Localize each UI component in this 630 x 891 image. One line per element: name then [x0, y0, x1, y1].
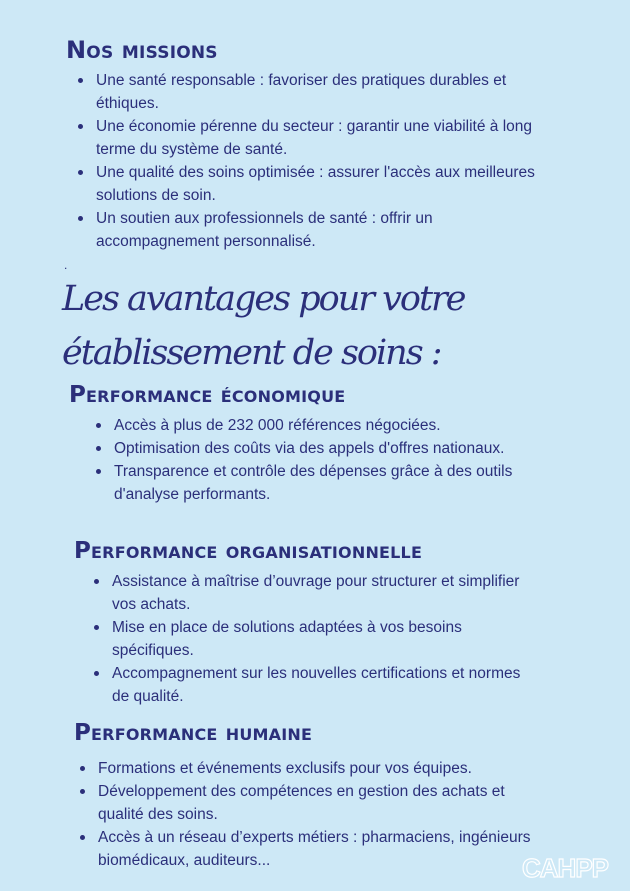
- economic-title: Performance économique: [69, 382, 346, 408]
- list-item: Développement des compétences en gestion des achats et qualité des soins.: [78, 780, 553, 826]
- list-item: Une qualité des soins optimisée : assurer l'accès aux meilleures solutions de soin.: [76, 161, 546, 207]
- list-item: Une santé responsable : favoriser des pratiques durables et éthiques.: [76, 69, 546, 115]
- list-item: Mise en place de solutions adaptées à vos besoins spécifiques.: [92, 616, 522, 662]
- missions-title: Nos missions: [66, 36, 218, 64]
- missions-list: [76, 69, 546, 253]
- advantages-title: [62, 272, 464, 380]
- list-item: Accompagnement sur les nouvelles certifications et normes de qualité.: [92, 662, 522, 708]
- list-item: Accès à un réseau d’experts métiers : pharmaciens, ingénieurs biomédicaux, auditeurs...: [78, 826, 553, 872]
- cahpp-logo: CAHPP: [522, 853, 609, 883]
- list-item: Accès à plus de 232 000 références négociées.: [94, 414, 534, 437]
- dot-mark: .: [64, 258, 68, 272]
- economic-list: [94, 414, 534, 506]
- list-item: Une économie pérenne du secteur : garantir une viabilité à long terme du système de santé.: [76, 115, 546, 161]
- advantages-title-line2: établissement de soins :: [62, 333, 441, 373]
- list-item: Optimisation des coûts via des appels d'offres nationaux.: [94, 437, 534, 460]
- human-list: [78, 757, 553, 872]
- organisational-title: Performance organisationnelle: [74, 538, 423, 564]
- organisational-list: [92, 570, 522, 708]
- human-title: Performance humaine: [74, 720, 313, 746]
- list-item: Formations et événements exclusifs pour vos équipes.: [78, 757, 553, 780]
- list-item: Un soutien aux professionnels de santé : offrir un accompagnement personnalisé.: [76, 207, 546, 253]
- list-item: Transparence et contrôle des dépenses grâce à des outils d'analyse performants.: [94, 460, 534, 506]
- advantages-title-line1: Les avantages pour votre: [62, 279, 465, 319]
- list-item: Assistance à maîtrise d’ouvrage pour structurer et simplifier vos achats.: [92, 570, 522, 616]
